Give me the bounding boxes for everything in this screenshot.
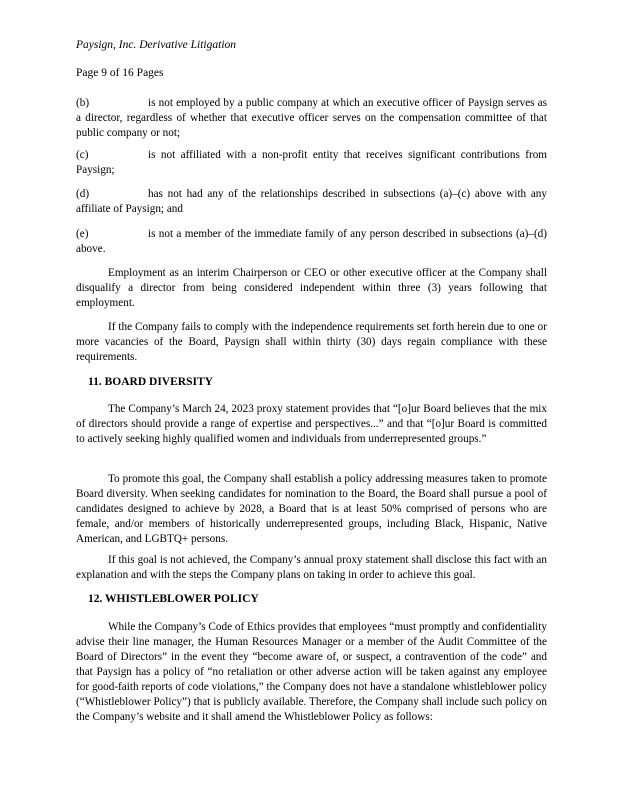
paragraph-diversity-disclosure: If this goal is not achieved, the Company’s annual proxy statement shall disclose this fact with an explanation and with the steps the Company plans on taking in order to achieve this goal.	[76, 554, 547, 581]
heading-board-diversity: 11. BOARD DIVERSITY	[88, 376, 213, 388]
clause-c	[76, 148, 547, 178]
clause-text: has not had any of the relationships described in subsections (a)–(c) above with any affiliate of Paysign; and	[76, 188, 547, 215]
clause-label: (d)	[76, 188, 90, 200]
clause-label: (c)	[76, 149, 89, 161]
paragraph-diversity-policy: To promote this goal, the Company shall establish a policy addressing measures taken to promote Board diversity. When seeking candidates for nomination to the Board, the Board shall pursue a pool of candidates designed to achieve by 2028, a Board that is at least 50% comprised of persons who are female, and/or members of historically underrepresented groups, including Black, Hispanic, Native American, and LGBTQ+ persons.	[76, 473, 547, 545]
page-number: Page 9 of 16 Pages	[76, 67, 164, 79]
clause-d	[76, 187, 547, 217]
clause-label: (e)	[76, 228, 89, 240]
clause-text: is not affiliated with a non-profit entity that receives significant contributions from Paysign;	[76, 149, 547, 176]
document-header-title: Paysign, Inc. Derivative Litigation	[76, 39, 237, 51]
paragraph-whistleblower: While the Company’s Code of Ethics provides that employees “must promptly and confidentiality advise their line manager, the Human Resources Manager or a member of the Audit Committee of the Board of Directors” in the event they “become aware of, or suspect, a contravention of the code” and that Paysign has a policy of “no retaliation or other adverse action will be taken against any employee for good-faith reports of code violations,” the Company does not have a standalone whistleblower policy (“Whistleblower Policy”) that is publicly available. Therefore, the Company shall include such policy on the Company’s website and it shall amend the Whistleblower Policy as follows:	[76, 621, 547, 723]
heading-whistleblower-policy: 12. WHISTLEBLOWER POLICY	[88, 593, 259, 605]
clause-text: is not a member of the immediate family of any person described in subsections (a)–(d) above.	[76, 228, 547, 255]
clause-label: (b)	[76, 97, 90, 109]
paragraph-employment: Employment as an interim Chairperson or CEO or other executive officer at the Company shall disqualify a director from being considered independent within three (3) years following that employment.	[76, 267, 547, 309]
paragraph-compliance: If the Company fails to comply with the independence requirements set forth herein due to one or more vacancies of the Board, Paysign shall within thirty (30) days regain compliance with these requirements.	[76, 321, 547, 363]
clause-b	[76, 96, 547, 141]
paragraph-diversity-proxy: The Company’s March 24, 2023 proxy statement provides that “[o]ur Board believes that the mix of directors should provide a range of expertise and perspectives...” and that “[o]ur Board is committed to actively seeking highly qualified women and individuals from underrepresented groups.”	[76, 403, 547, 445]
clause-text: is not employed by a public company at which an executive officer of Paysign serves as a director, regardless of whether that executive officer serves on the compensation committee of that public company or not;	[76, 97, 547, 139]
clause-e	[76, 227, 547, 257]
